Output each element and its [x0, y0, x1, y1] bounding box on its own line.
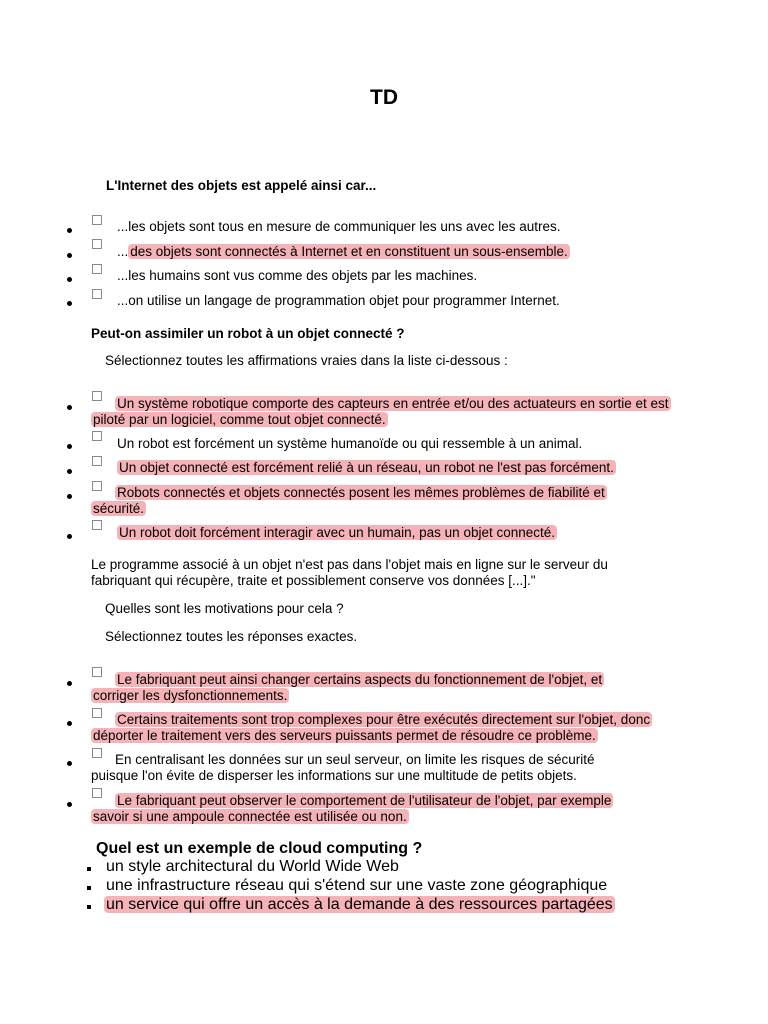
bullet-icon [67, 494, 72, 499]
q3-option-1: Le fabriquant peut ainsi changer certains aspects du fonctionnement de l'objet, et corriger les dysfonctionnements. [93, 672, 603, 703]
q3-instruction: Sélectionnez toutes les réponses exactes. [105, 629, 358, 644]
bullet-icon [67, 721, 72, 726]
q4-option-3: un service qui offre un accès à la demande à des ressources partagées [106, 896, 613, 913]
question-4: Quel est un exemple de cloud computing ? [96, 840, 423, 857]
bullet-icon [67, 253, 72, 258]
q4-option-1: un style architectural du World Wide Web [106, 858, 399, 875]
question-1: L'Internet des objets est appelé ainsi car... [106, 178, 377, 193]
q2-option-1: Un système robotique comporte des capteurs en entrée et/ou des actuateurs en sortie et est piloté par un logiciel, comme tout objet connecté. [93, 396, 669, 427]
document-title: TD [370, 86, 398, 109]
bullet-icon [67, 405, 72, 410]
q4-option-2: une infrastructure réseau qui s'étend sur une vaste zone géographique [106, 877, 608, 894]
q1-option-3: ...les humains sont vus comme des objets par les machines. [117, 268, 478, 283]
checkbox[interactable] [92, 239, 102, 249]
bullet-icon [67, 301, 72, 306]
bullet-icon [67, 228, 72, 233]
q2-option-2: Un robot est forcément un système humanoïde ou qui ressemble à un animal. [117, 436, 583, 451]
q1-option-2: ... des objets sont connectés à Internet et en constituent un sous-ensemble. [117, 244, 568, 259]
q3-option-4: Le fabriquant peut observer le comportement de l'utilisateur de l'objet, par exemple savoir si une ampoule connectée est utilisée ou non. [93, 793, 612, 824]
q3-option-2: Certains traitements sont trop complexes pour être exécutés directement sur l'objet, donc déporter le traitement vers des serveurs puissants permet de résoudre ce problème. [93, 712, 651, 743]
bullet-icon [67, 681, 72, 686]
q3-context: Le programme associé à un objet n'est pas dans l'objet mais en ligne sur le serveur du fabriquant qui récupère, traite et possiblement conserve vos données [...]." [91, 557, 608, 588]
square-bullet-icon [87, 867, 91, 871]
q2-option-3: Un objet connecté est forcément relié à un réseau, un robot ne l'est pas forcément. [119, 460, 614, 475]
q1-option-4: ...on utilise un langage de programmation objet pour programmer Internet. [117, 293, 560, 308]
checkbox[interactable] [92, 431, 102, 441]
q2-option-4: Robots connectés et objets connectés posent les mêmes problèmes de fiabilité et sécurité. [93, 485, 605, 516]
q2-instruction: Sélectionnez toutes les affirmations vraies dans la liste ci-dessous : [105, 353, 508, 368]
bullet-icon [67, 802, 72, 807]
square-bullet-icon [87, 905, 91, 909]
q3-option-3: En centralisant les données sur un seul serveur, on limite les risques de sécurité puisque l'on évite de disperser les informations sur une multitude de petits objets. [91, 752, 595, 783]
bullet-icon [67, 444, 72, 449]
question-3: Quelles sont les motivations pour cela ? [105, 601, 344, 616]
q2-option-5: Un robot doit forcément interagir avec un humain, pas un objet connecté. [119, 525, 556, 540]
bullet-icon [67, 534, 72, 539]
q1-option-1: ...les objets sont tous en mesure de communiquer les uns avec les autres. [117, 219, 561, 234]
checkbox[interactable] [92, 215, 102, 225]
checkbox[interactable] [92, 289, 102, 299]
bullet-icon [67, 469, 72, 474]
square-bullet-icon [87, 886, 91, 890]
checkbox[interactable] [92, 520, 102, 530]
bullet-icon [67, 277, 72, 282]
bullet-icon [67, 761, 72, 766]
question-2: Peut-on assimiler un robot à un objet connecté ? [91, 326, 405, 341]
checkbox[interactable] [92, 264, 102, 274]
checkbox[interactable] [92, 456, 102, 466]
